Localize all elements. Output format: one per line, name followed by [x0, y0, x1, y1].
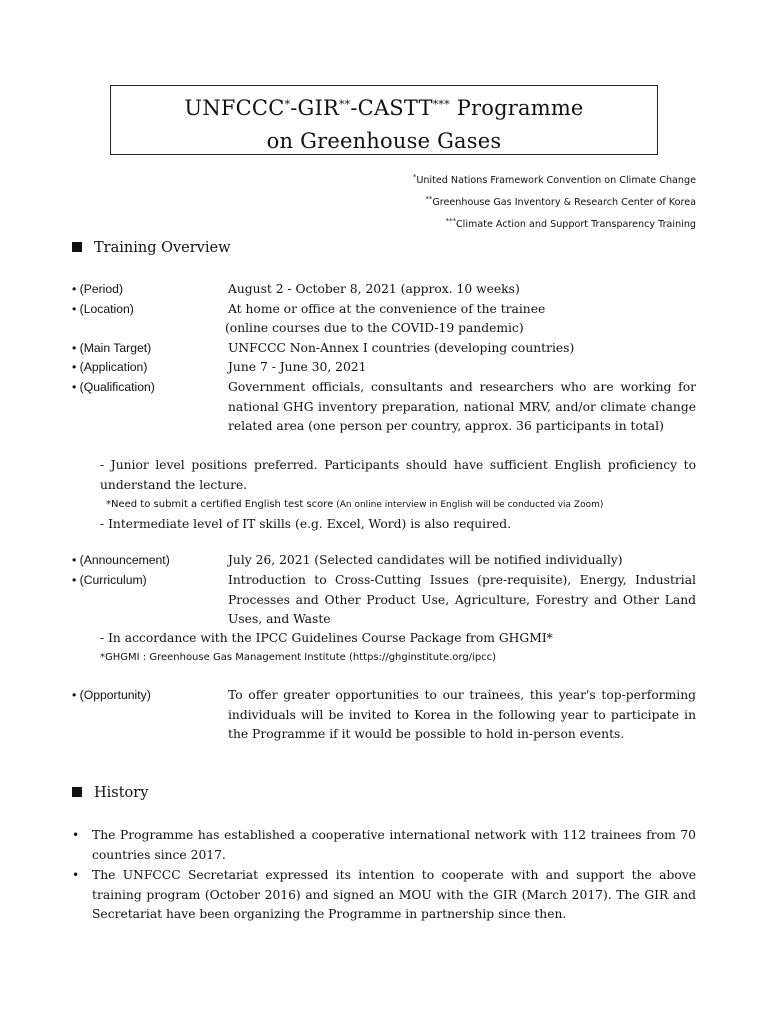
footnote-3: ***Climate Action and Support Transparency Training — [445, 217, 696, 231]
note-junior-level: - Junior level positions preferred. Participants should have sufficient English proficiency to understand the lecture. — [100, 458, 696, 492]
title-line-1: UNFCCC*-GIR**-CASTT*** Programme — [184, 96, 584, 120]
square-bullet-icon — [72, 787, 82, 797]
note-ipcc: - In accordance with the IPCC Guidelines Course Package from GHGMI* — [100, 631, 553, 645]
note-english-score: *Need to submit a certified English test score (An online interview in English will be conducted via Zoom) — [106, 499, 604, 510]
footnote-1: *United Nations Framework Convention on Climate Change — [412, 173, 696, 187]
footnotes — [413, 168, 696, 235]
note-ghgmi: *GHGMI : Greenhouse Gas Management Institute (https://ghginstitute.org/ipcc) — [100, 652, 497, 663]
square-bullet-icon — [72, 242, 82, 252]
title-box — [110, 85, 658, 155]
history-item: • The UNFCCC Secretariat expressed its intention to cooperate with and support the above training program (October 2016) and signed an MOU with the GIR (March 2017). The GIR and Secretariat have been organizing the Programme in partnership since then. — [72, 868, 696, 921]
note-it-skills: - Intermediate level of IT skills (e.g. Excel, Word) is also required. — [100, 517, 512, 531]
title-line-2: on Greenhouse Gases — [266, 129, 502, 153]
section-heading-overview: Training Overview — [72, 240, 231, 256]
section-heading-history: History — [72, 785, 148, 801]
footnote-2: **Greenhouse Gas Inventory & Research Center of Korea — [425, 195, 696, 209]
history-item: • The Programme has established a cooperative international network with 112 trainees from 70 countries since 2017. — [72, 828, 696, 862]
